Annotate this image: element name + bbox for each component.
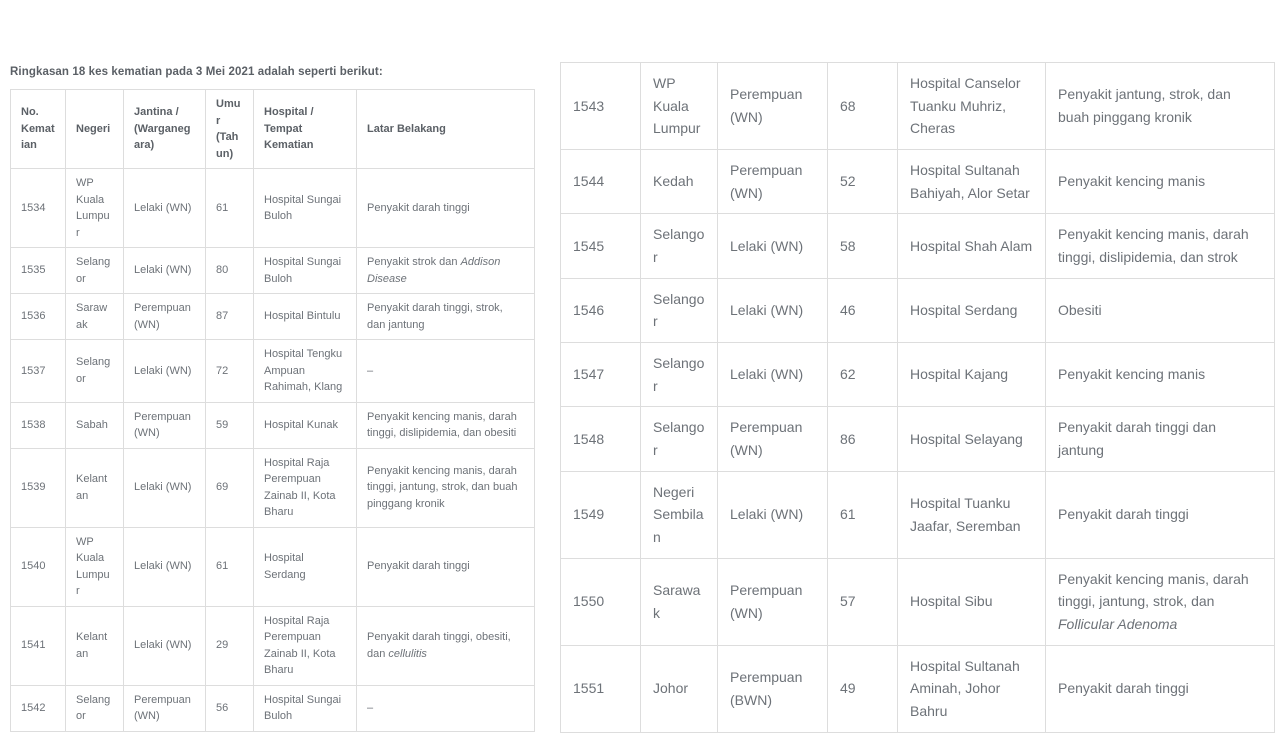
cell-no-kematian: 1543 bbox=[561, 63, 641, 150]
cell-umur: 59 bbox=[206, 402, 254, 448]
cell-negeri: Kelantan bbox=[66, 448, 124, 527]
cell-hospital: Hospital Raja Perempuan Zainab II, Kota Bharu bbox=[254, 606, 357, 685]
cell-latar-belakang: Penyakit kencing manis bbox=[1046, 150, 1275, 214]
cell-jantina: Lelaki (WN) bbox=[124, 448, 206, 527]
table-row bbox=[11, 685, 535, 731]
cell-hospital: Hospital Sungai Buloh bbox=[254, 248, 357, 294]
cell-jantina: Perempuan (BWN) bbox=[718, 645, 828, 732]
left-page-panel bbox=[10, 66, 534, 732]
header-latar-belakang: Latar Belakang bbox=[357, 90, 535, 169]
header-jantina: Jantina / (Warganegara) bbox=[124, 90, 206, 169]
cell-jantina: Perempuan (WN) bbox=[124, 294, 206, 340]
deaths-table-left bbox=[10, 89, 535, 732]
cell-negeri: Negeri Sembilan bbox=[641, 471, 718, 558]
cell-hospital: Hospital Sungai Buloh bbox=[254, 169, 357, 248]
cell-no-kematian: 1542 bbox=[11, 685, 66, 731]
cell-hospital: Hospital Serdang bbox=[898, 278, 1046, 342]
cell-latar-belakang: Penyakit kencing manis, darah tinggi, jantung, strok, dan Follicular Adenoma bbox=[1046, 558, 1275, 645]
cell-hospital: Hospital Serdang bbox=[254, 527, 357, 606]
cell-jantina: Lelaki (WN) bbox=[124, 169, 206, 248]
cell-no-kematian: 1535 bbox=[11, 248, 66, 294]
cell-no-kematian: 1548 bbox=[561, 407, 641, 471]
table-row bbox=[11, 294, 535, 340]
table-row bbox=[561, 645, 1275, 732]
cell-negeri: WP Kuala Lumpur bbox=[66, 169, 124, 248]
table-row bbox=[11, 340, 535, 403]
table-row bbox=[11, 448, 535, 527]
cell-negeri: Selangor bbox=[641, 214, 718, 278]
cell-negeri: Selangor bbox=[66, 340, 124, 403]
table-row bbox=[561, 407, 1275, 471]
cell-umur: 52 bbox=[828, 150, 898, 214]
cell-latar-belakang: Penyakit darah tinggi, obesiti, dan cellulitis bbox=[357, 606, 535, 685]
cell-negeri: Selangor bbox=[66, 685, 124, 731]
cell-negeri: Selangor bbox=[641, 407, 718, 471]
cell-latar-belakang: Obesiti bbox=[1046, 278, 1275, 342]
cell-negeri: Selangor bbox=[641, 343, 718, 407]
cell-no-kematian: 1547 bbox=[561, 343, 641, 407]
table-row bbox=[561, 343, 1275, 407]
cell-umur: 68 bbox=[828, 63, 898, 150]
cell-no-kematian: 1544 bbox=[561, 150, 641, 214]
cell-umur: 87 bbox=[206, 294, 254, 340]
cell-negeri: Kedah bbox=[641, 150, 718, 214]
cell-umur: 62 bbox=[828, 343, 898, 407]
cell-umur: 69 bbox=[206, 448, 254, 527]
table-row bbox=[11, 402, 535, 448]
cell-negeri: Selangor bbox=[641, 278, 718, 342]
cell-umur: 80 bbox=[206, 248, 254, 294]
cell-umur: 56 bbox=[206, 685, 254, 731]
cell-negeri: Sarawak bbox=[66, 294, 124, 340]
cell-no-kematian: 1550 bbox=[561, 558, 641, 645]
cell-negeri: Sarawak bbox=[641, 558, 718, 645]
cell-hospital: Hospital Tengku Ampuan Rahimah, Klang bbox=[254, 340, 357, 403]
cell-latar-belakang: Penyakit darah tinggi bbox=[357, 169, 535, 248]
cell-jantina: Perempuan (WN) bbox=[124, 402, 206, 448]
table-row bbox=[11, 527, 535, 606]
cell-jantina: Lelaki (WN) bbox=[124, 527, 206, 606]
cell-jantina: Lelaki (WN) bbox=[124, 248, 206, 294]
table-row bbox=[561, 63, 1275, 150]
table-row bbox=[561, 150, 1275, 214]
cell-latar-belakang: Penyakit jantung, strok, dan buah pinggang kronik bbox=[1046, 63, 1275, 150]
cell-jantina: Perempuan (WN) bbox=[124, 685, 206, 731]
cell-hospital: Hospital Sultanah Bahiyah, Alor Setar bbox=[898, 150, 1046, 214]
cell-negeri: Sabah bbox=[66, 402, 124, 448]
cell-umur: 86 bbox=[828, 407, 898, 471]
cell-no-kematian: 1537 bbox=[11, 340, 66, 403]
cell-hospital: Hospital Sungai Buloh bbox=[254, 685, 357, 731]
cell-no-kematian: 1541 bbox=[11, 606, 66, 685]
cell-negeri: Kelantan bbox=[66, 606, 124, 685]
cell-hospital: Hospital Selayang bbox=[898, 407, 1046, 471]
cell-jantina: Lelaki (WN) bbox=[718, 471, 828, 558]
table-row bbox=[11, 169, 535, 248]
cell-no-kematian: 1534 bbox=[11, 169, 66, 248]
cell-no-kematian: 1540 bbox=[11, 527, 66, 606]
cell-jantina: Lelaki (WN) bbox=[124, 340, 206, 403]
cell-umur: 61 bbox=[206, 169, 254, 248]
cell-jantina: Perempuan (WN) bbox=[718, 558, 828, 645]
cell-no-kematian: 1538 bbox=[11, 402, 66, 448]
deaths-table-right bbox=[560, 62, 1275, 733]
cell-no-kematian: 1546 bbox=[561, 278, 641, 342]
cell-hospital: Hospital Kajang bbox=[898, 343, 1046, 407]
cell-umur: 57 bbox=[828, 558, 898, 645]
cell-umur: 61 bbox=[828, 471, 898, 558]
header-no-kematian: No. Kematian bbox=[11, 90, 66, 169]
cell-hospital: Hospital Shah Alam bbox=[898, 214, 1046, 278]
cell-umur: 49 bbox=[828, 645, 898, 732]
cell-latar-belakang: Penyakit kencing manis, darah tinggi, dislipidemia, dan strok bbox=[1046, 214, 1275, 278]
cell-umur: 29 bbox=[206, 606, 254, 685]
cell-hospital: Hospital Tuanku Jaafar, Seremban bbox=[898, 471, 1046, 558]
right-page-panel bbox=[560, 62, 1274, 733]
table-row bbox=[561, 471, 1275, 558]
cell-latar-belakang: Penyakit darah tinggi bbox=[357, 527, 535, 606]
cell-umur: 72 bbox=[206, 340, 254, 403]
table-row bbox=[561, 214, 1275, 278]
cell-negeri: Selangor bbox=[66, 248, 124, 294]
cell-negeri: Johor bbox=[641, 645, 718, 732]
cell-latar-belakang: Penyakit kencing manis bbox=[1046, 343, 1275, 407]
table-row bbox=[561, 278, 1275, 342]
cell-no-kematian: 1539 bbox=[11, 448, 66, 527]
cell-latar-belakang: Penyakit darah tinggi bbox=[1046, 471, 1275, 558]
cell-latar-belakang: Penyakit kencing manis, darah tinggi, dislipidemia, dan obesiti bbox=[357, 402, 535, 448]
cell-hospital: Hospital Sibu bbox=[898, 558, 1046, 645]
cell-hospital: Hospital Raja Perempuan Zainab II, Kota Bharu bbox=[254, 448, 357, 527]
cell-jantina: Perempuan (WN) bbox=[718, 150, 828, 214]
cell-latar-belakang: Penyakit kencing manis, darah tinggi, jantung, strok, dan buah pinggang kronik bbox=[357, 448, 535, 527]
cell-jantina: Lelaki (WN) bbox=[124, 606, 206, 685]
cell-jantina: Lelaki (WN) bbox=[718, 343, 828, 407]
cell-no-kematian: 1549 bbox=[561, 471, 641, 558]
cell-latar-belakang: – bbox=[357, 685, 535, 731]
cell-latar-belakang: Penyakit darah tinggi bbox=[1046, 645, 1275, 732]
table-header-row bbox=[11, 90, 535, 169]
cell-no-kematian: 1551 bbox=[561, 645, 641, 732]
cell-umur: 58 bbox=[828, 214, 898, 278]
cell-latar-belakang: Penyakit strok dan Addison Disease bbox=[357, 248, 535, 294]
table-row bbox=[11, 606, 535, 685]
table-row bbox=[11, 248, 535, 294]
cell-latar-belakang: Penyakit darah tinggi, strok, dan jantung bbox=[357, 294, 535, 340]
table-row bbox=[561, 558, 1275, 645]
cell-jantina: Perempuan (WN) bbox=[718, 63, 828, 150]
cell-umur: 46 bbox=[828, 278, 898, 342]
cell-hospital: Hospital Bintulu bbox=[254, 294, 357, 340]
cell-negeri: WP Kuala Lumpur bbox=[641, 63, 718, 150]
header-negeri: Negeri bbox=[66, 90, 124, 169]
cell-hospital: Hospital Canselor Tuanku Muhriz, Cheras bbox=[898, 63, 1046, 150]
cell-hospital: Hospital Kunak bbox=[254, 402, 357, 448]
cell-no-kematian: 1536 bbox=[11, 294, 66, 340]
cell-negeri: WP Kuala Lumpur bbox=[66, 527, 124, 606]
cell-jantina: Perempuan (WN) bbox=[718, 407, 828, 471]
cell-no-kematian: 1545 bbox=[561, 214, 641, 278]
intro-text: Ringkasan 18 kes kematian pada 3 Mei 2021 adalah seperti berikut: bbox=[10, 66, 383, 78]
cell-latar-belakang: Penyakit darah tinggi dan jantung bbox=[1046, 407, 1275, 471]
cell-latar-belakang: – bbox=[357, 340, 535, 403]
header-hospital: Hospital / Tempat Kematian bbox=[254, 90, 357, 169]
cell-umur: 61 bbox=[206, 527, 254, 606]
cell-hospital: Hospital Sultanah Aminah, Johor Bahru bbox=[898, 645, 1046, 732]
cell-jantina: Lelaki (WN) bbox=[718, 278, 828, 342]
cell-jantina: Lelaki (WN) bbox=[718, 214, 828, 278]
header-umur: Umur (Tahun) bbox=[206, 90, 254, 169]
